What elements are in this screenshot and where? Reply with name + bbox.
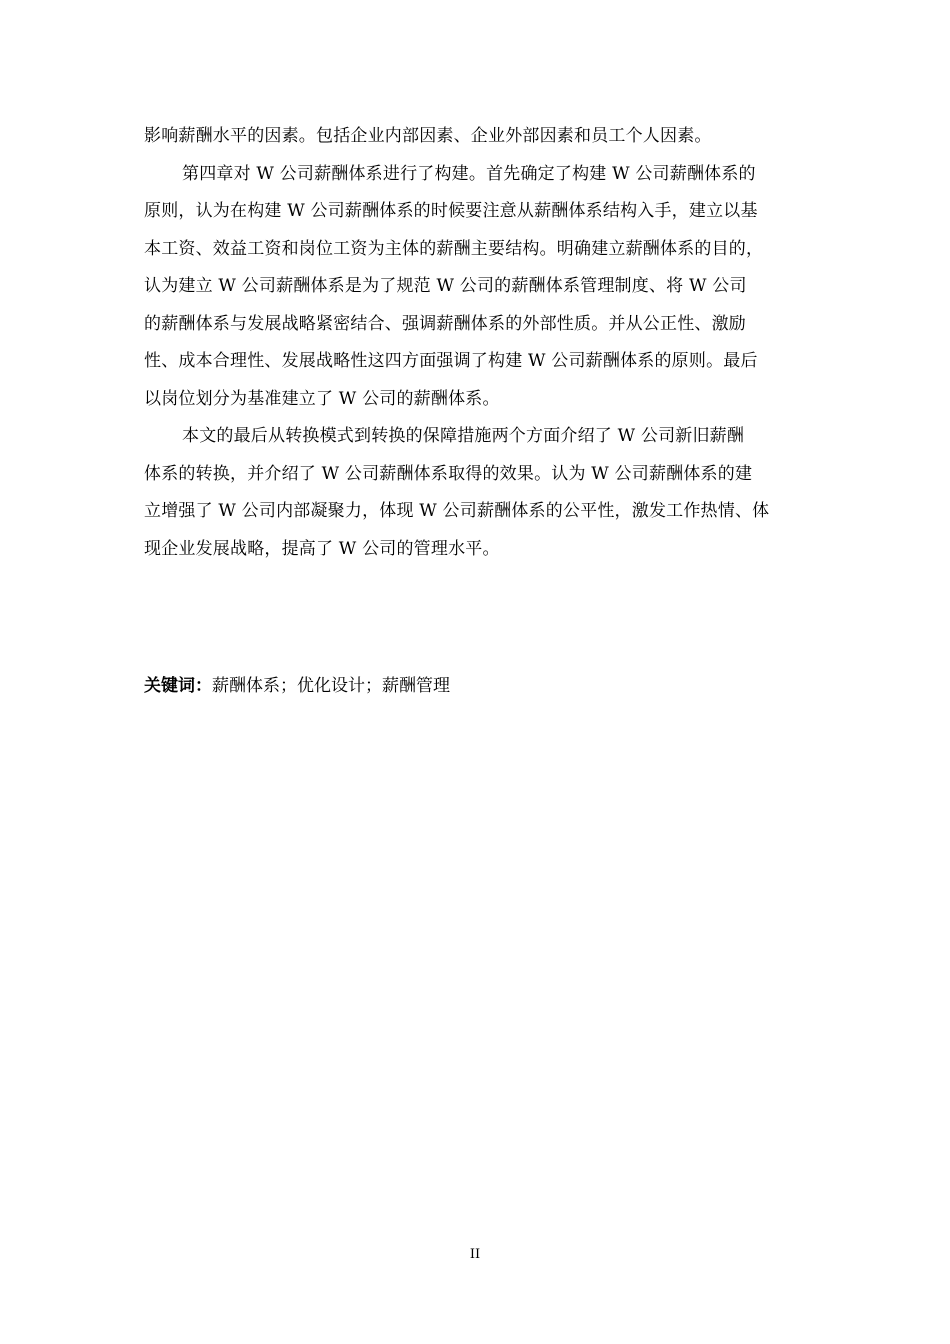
text-line: 性、成本合理性、发展战略性这四方面强调了构建 W 公司薪酬体系的原则。最后 <box>144 351 758 371</box>
paragraph <box>144 156 810 419</box>
text-line: 第四章对 W 公司薪酬体系进行了构建。首先确定了构建 W 公司薪酬体系的 <box>182 163 756 184</box>
text-line: 的薪酬体系与发展战略紧密结合、强调薪酬体系的外部性质。并从公正性、激励 <box>144 313 746 334</box>
text-line: 认为建立 W 公司薪酬体系是为了规范 W 公司的薪酬体系管理制度、将 W 公司 <box>144 276 747 296</box>
abstract-body <box>144 118 810 568</box>
text-line: 现企业发展战略，提高了 W 公司的管理水平。 <box>144 538 500 559</box>
text-line: 本工资、效益工资和岗位工资为主体的薪酬主要结构。明确建立薪酬体系的目的， <box>144 238 764 259</box>
text-line: 体系的转换，并介绍了 W 公司薪酬体系取得的效果。认为 W 公司薪酬体系的建 <box>144 463 753 484</box>
page-number: II <box>469 1247 481 1262</box>
text-line: 以岗位划分为基准建立了 W 公司的薪酬体系。 <box>144 388 500 409</box>
text-line: 立增强了 W 公司内部凝聚力，体现 W 公司薪酬体系的公平性，激发工作热情、体 <box>144 501 770 521</box>
text-line: 影响薪酬水平的因素。包括企业内部因素、企业外部因素和员工个人因素。 <box>144 126 712 146</box>
keywords-list: 薪酬体系；优化设计；薪酬管理 <box>212 676 450 696</box>
keywords-line <box>144 670 450 702</box>
text-line: 本文的最后从转换模式到转换的保障措施两个方面介绍了 W 公司新旧薪酬 <box>182 426 745 446</box>
paragraph <box>144 418 810 568</box>
paragraph <box>144 118 810 156</box>
keywords-label: 关键词： <box>144 676 212 696</box>
text-line: 原则，认为在构建 W 公司薪酬体系的时候要注意从薪酬体系结构入手，建立以基 <box>144 201 758 221</box>
